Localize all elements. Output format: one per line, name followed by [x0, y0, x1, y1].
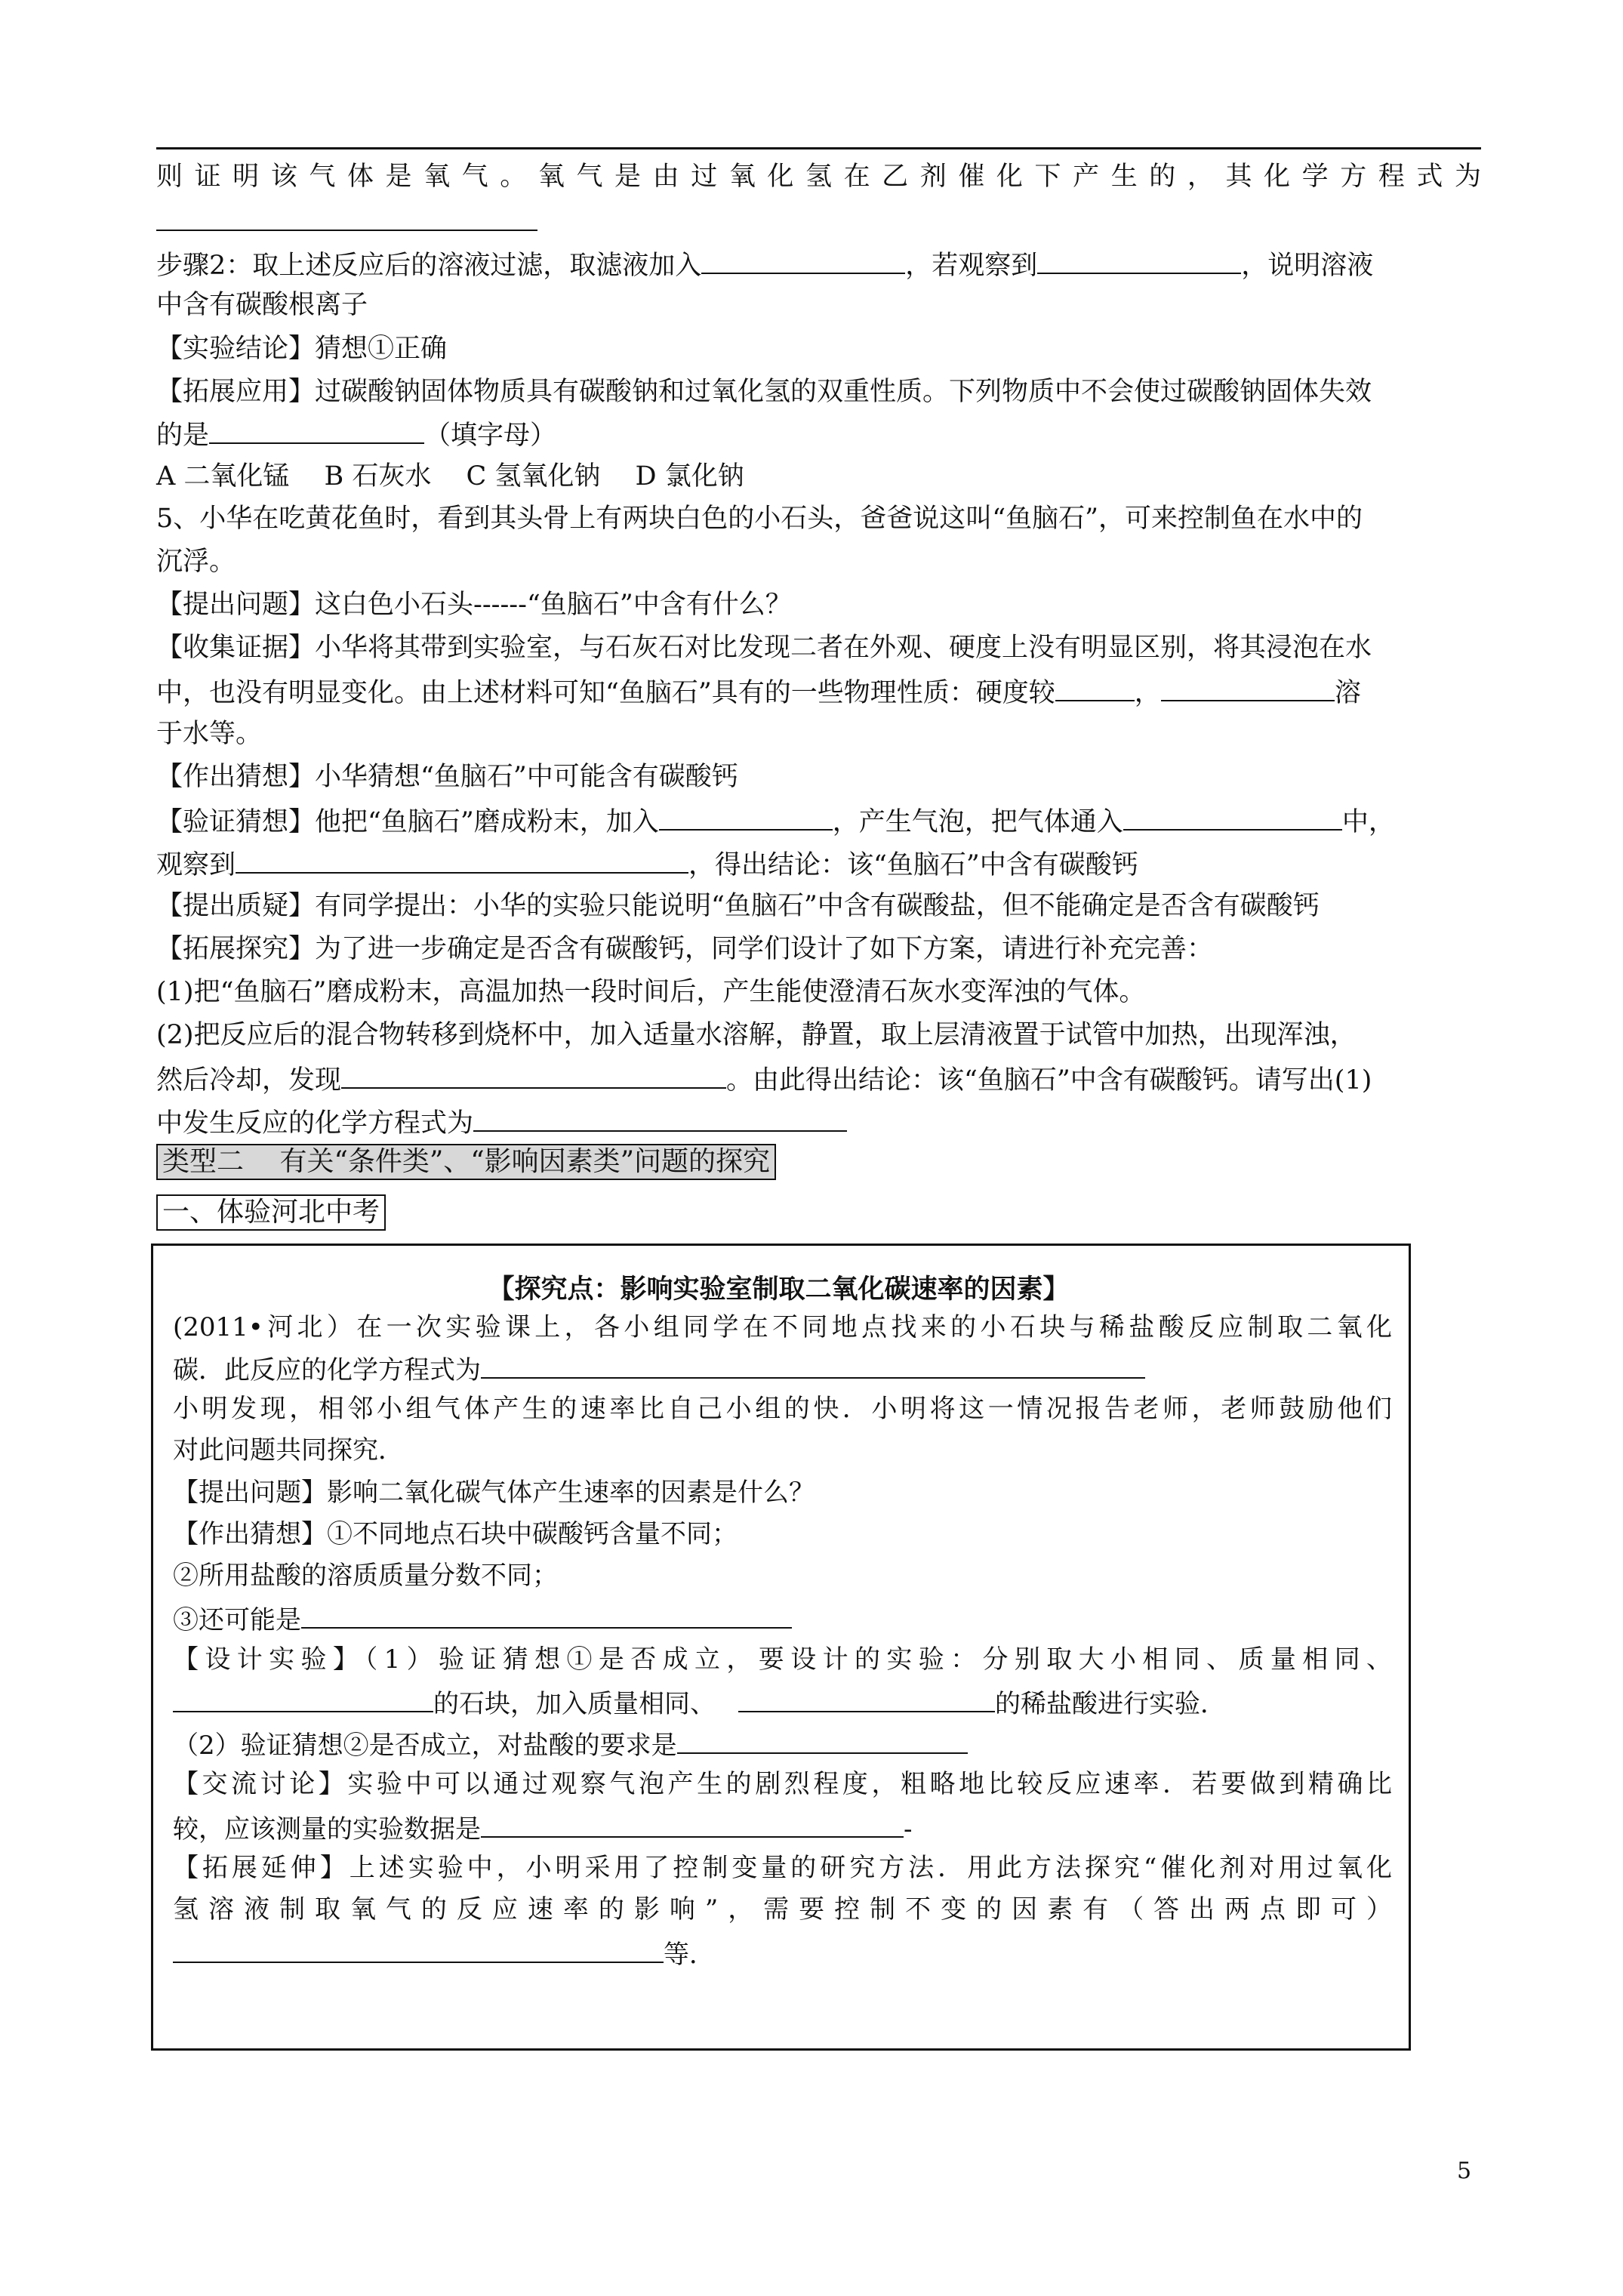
panel-line: 氢溶液制取氧气的反应速率的影响”，需要控制不变的因素有（答出两点即可）: [173, 1894, 1392, 1925]
panel-line: ③还可能是: [173, 1600, 792, 1638]
text-line: 沉浮。: [156, 547, 236, 577]
options-line: A 二氧化锰 B 石灰水 C 氢氧化钠 D 氯化钠: [156, 461, 744, 492]
panel-line: 【交流讨论】实验中可以通过观察气泡产生的剧烈程度，粗略地比较反应速率．若要做到精确比: [173, 1769, 1392, 1799]
panel-line: 【作出猜想】①不同地点石块中碳酸钙含量不同；: [173, 1519, 738, 1549]
panel-line: (2011•河北）在一次实验课上，各小组同学在不同地点找来的小石块与稀盐酸反应制取二氧化: [173, 1312, 1392, 1342]
text-line: 观察到 ，得出结论：该“鱼脑石”中含有碳酸钙: [156, 845, 1138, 883]
panel-line: 碳．此反应的化学方程式为: [173, 1350, 1145, 1388]
panel-line: 【设计实验】（1）验证猜想①是否成立，要设计的实验：分别取大小相同、质量相同、: [173, 1644, 1392, 1675]
text-line: 【收集证据】小华将其带到实验室，与石灰石对比发现二者在外观、硬度上没有明显区别，将其浸泡在水: [156, 633, 1372, 663]
text-line: (2)把反应后的混合物转移到烧杯中，加入适量水溶解，静置，取上层清液置于试管中加热，出现浑浊，: [156, 1020, 1357, 1050]
text-line: 【拓展应用】过碳酸钠固体物质具有碳酸钠和过氧化氢的双重性质。下列物质中不会使过碳酸钠固体失效: [156, 377, 1372, 407]
subsection-title: 一、体验河北中考: [156, 1194, 386, 1231]
text-line: 于水等。: [156, 719, 263, 749]
panel-line: （2）验证猜想②是否成立，对盐酸的要求是: [173, 1725, 968, 1763]
answer-blank-line: [156, 202, 537, 241]
panel-line: 较，应该测量的实验数据是 -: [173, 1809, 913, 1847]
text-line: 【拓展探究】为了进一步确定是否含有碳酸钙，同学们设计了如下方案，请进行补充完善：: [156, 934, 1214, 964]
text-line: (1)把“鱼脑石”磨成粉末，高温加热一段时间后，产生能使澄清石灰水变浑浊的气体。: [156, 977, 1146, 1007]
text-line: 【实验结论】猜想①正确: [156, 334, 448, 364]
text-line: 【提出质疑】有同学提出：小华的实验只能说明“鱼脑石”中含有碳酸盐，但不能确定是否含有碳酸钙: [156, 891, 1320, 921]
text-line: 则证明该气体是氧气。氧气是由过氧化氢在乙剂催化下产生的，其化学方程式为: [156, 162, 1481, 192]
text-line: 然后冷却，发现 。由此得出结论：该“鱼脑石”中含有碳酸钙。请写出(1): [156, 1060, 1372, 1099]
text-line: 的是 （填字母）: [156, 415, 556, 454]
text-line: 【提出问题】这白色小石头------“鱼脑石”中含有什么？: [156, 590, 792, 620]
text-line: 【验证猜想】他把“鱼脑石”磨成粉末，加入 ，产生气泡，把气体通入 中，: [156, 802, 1395, 840]
text-line: 中含有碳酸根离子: [156, 290, 368, 320]
text-line: 中发生反应的化学方程式为: [156, 1103, 847, 1142]
panel-line: 【拓展延伸】上述实验中，小明采用了控制变量的研究方法．用此方法探究“催化剂对用过氧化: [173, 1853, 1392, 1883]
text-line: 中，也没有明显变化。由上述材料可知“鱼脑石”具有的一些物理性质：硬度较 ， 溶: [156, 673, 1361, 711]
panel-line: 的石块，加入质量相同、 的稀盐酸进行实验．: [173, 1684, 1226, 1721]
panel-line: ②所用盐酸的溶质质量分数不同；: [173, 1561, 558, 1591]
panel-line: 【提出问题】影响二氧化碳气体产生速率的因素是什么？: [173, 1478, 815, 1508]
panel-title: 【探究点：影响实验室制取二氧化碳速率的因素】: [488, 1274, 1070, 1305]
text-line: 5、小华在吃黄花鱼时，看到其头骨上有两块白色的小石头，爸爸说这叫“鱼脑石”，可来控制鱼在水中的: [156, 504, 1363, 534]
text-line: 步骤2：取上述反应后的溶液过滤，取滤液加入 ，若观察到 ，说明溶液: [156, 245, 1373, 284]
panel-line: 等．: [173, 1934, 715, 1972]
panel-line: 小明发现，相邻小组气体产生的速率比自己小组的快．小明将这一情况报告老师，老师鼓励他们: [173, 1394, 1392, 1424]
text-line: 【作出猜想】小华猜想“鱼脑石”中可能含有碳酸钙: [156, 762, 738, 792]
section-title: 类型二 有关“条件类”、“影响因素类”问题的探究: [156, 1144, 776, 1180]
page-number: 5: [1457, 2158, 1472, 2184]
top-rule: [156, 147, 1481, 149]
panel-line: 对此问题共同探究．: [173, 1435, 404, 1465]
